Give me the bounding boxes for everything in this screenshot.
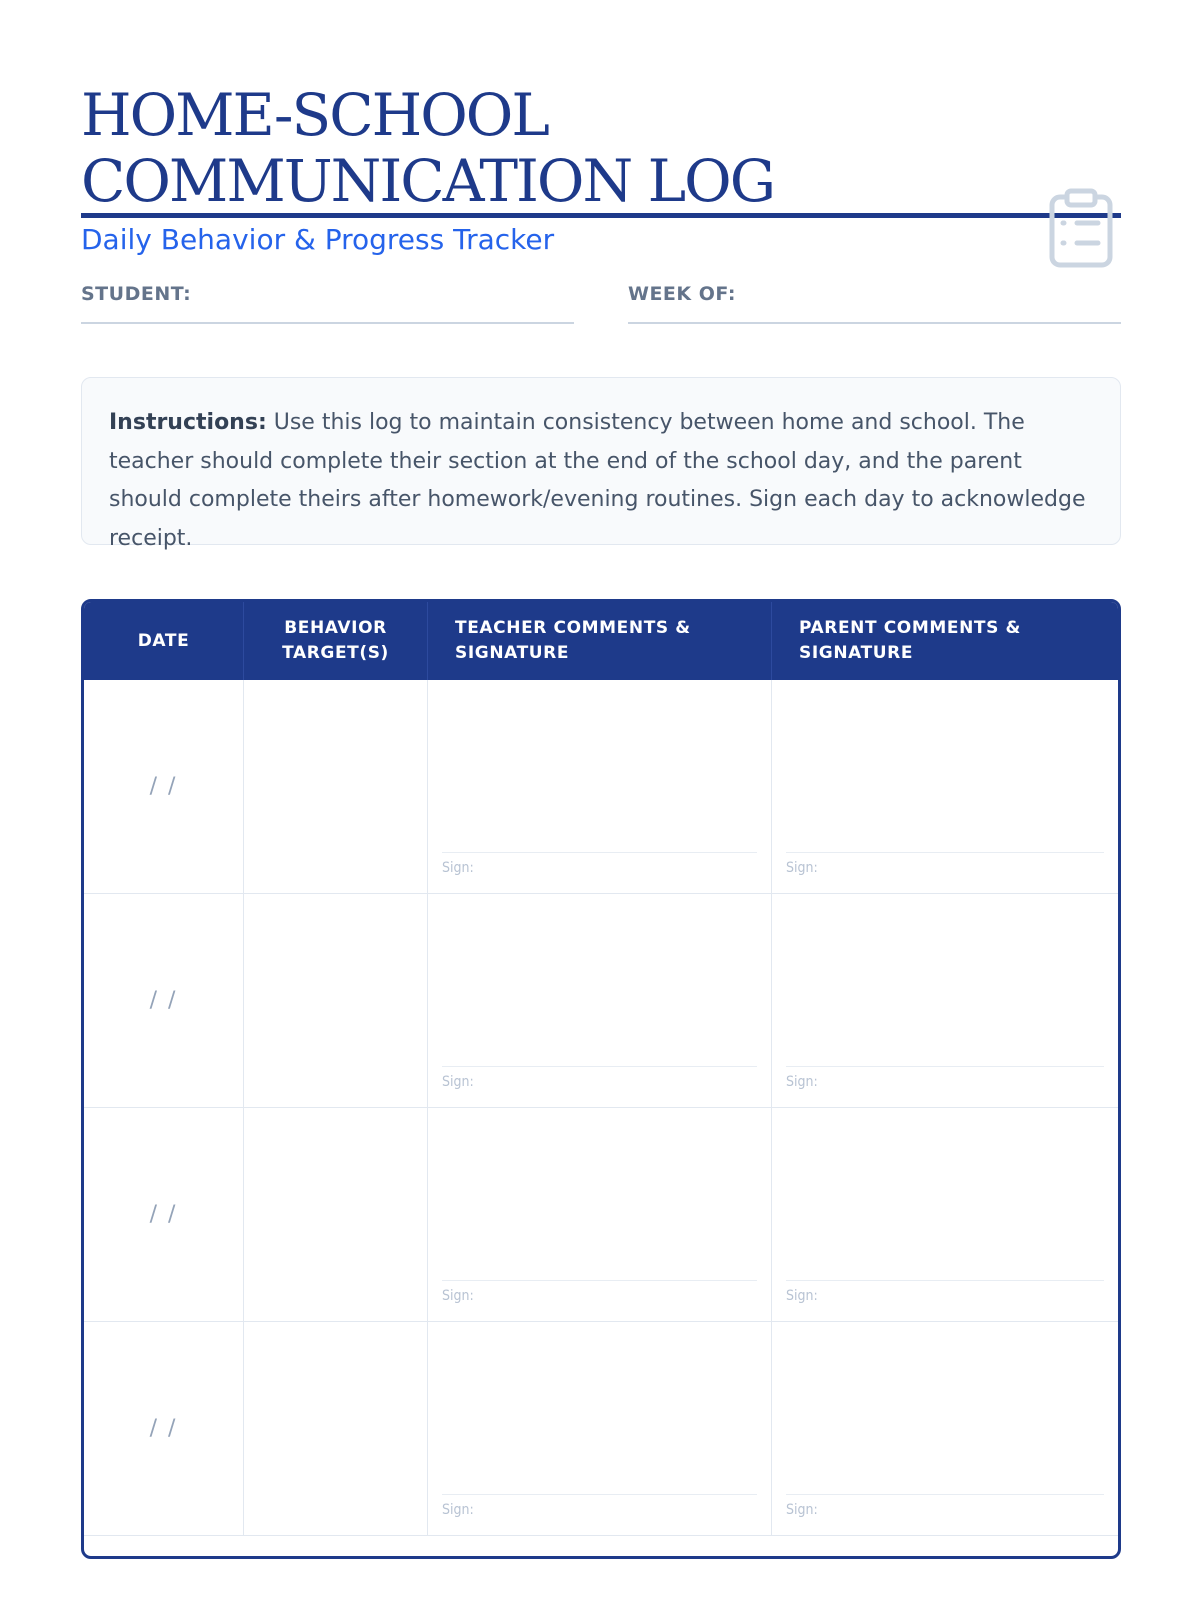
behavior-target-cell[interactable] bbox=[244, 680, 428, 893]
page-header bbox=[81, 0, 1121, 256]
teacher-sign-label: Sign: bbox=[442, 1288, 474, 1304]
clipboard-list-icon bbox=[1049, 188, 1113, 268]
table-row bbox=[84, 1322, 1118, 1536]
table-row bbox=[84, 894, 1118, 1108]
week-of-field-label: WEEK OF: bbox=[628, 283, 736, 305]
behavior-target-cell[interactable] bbox=[244, 1108, 428, 1321]
parent-sign-label: Sign: bbox=[786, 1502, 818, 1518]
parent-comments-cell[interactable] bbox=[772, 680, 1118, 893]
instructions-label: Instructions: bbox=[109, 410, 267, 435]
page-subtitle: Daily Behavior & Progress Tracker bbox=[81, 223, 555, 256]
parent-sign-label: Sign: bbox=[786, 1288, 818, 1304]
date-cell[interactable]: / / bbox=[84, 1108, 244, 1321]
teacher-signature-line bbox=[442, 1494, 757, 1495]
page-title: HOME-SCHOOL COMMUNICATION LOG bbox=[81, 81, 775, 215]
teacher-sign-label: Sign: bbox=[442, 860, 474, 876]
parent-signature-line bbox=[786, 1280, 1104, 1281]
parent-sign-label: Sign: bbox=[786, 860, 818, 876]
column-header-behavior-targets: BEHAVIOR TARGET(S) bbox=[244, 602, 428, 680]
behavior-target-cell[interactable] bbox=[244, 1322, 428, 1535]
parent-signature-line bbox=[786, 1494, 1104, 1495]
teacher-comments-cell[interactable] bbox=[428, 894, 772, 1107]
parent-sign-label: Sign: bbox=[786, 1074, 818, 1090]
student-field-label: STUDENT: bbox=[81, 283, 192, 305]
week-of-field[interactable] bbox=[628, 283, 1121, 324]
teacher-signature-line bbox=[442, 852, 757, 853]
parent-comments-cell[interactable] bbox=[772, 1108, 1118, 1321]
communication-log-page bbox=[81, 0, 1121, 1559]
column-header-teacher-comments: TEACHER COMMENTS & SIGNATURE bbox=[428, 602, 772, 680]
date-cell[interactable]: / / bbox=[84, 680, 244, 893]
student-info-fields bbox=[81, 283, 1121, 323]
instructions-box bbox=[81, 377, 1121, 551]
instructions-text: Use this log to maintain consistency between home and school. The teacher should complete their section at the end of the school day, and the parent should complete theirs after homework/evening routines. Sign each day to acknowledge receipt. bbox=[109, 410, 1086, 551]
teacher-comments-cell[interactable] bbox=[428, 1108, 772, 1321]
parent-signature-line bbox=[786, 1066, 1104, 1067]
table-header bbox=[84, 602, 1118, 680]
column-header-date: DATE bbox=[84, 602, 244, 680]
teacher-sign-label: Sign: bbox=[442, 1074, 474, 1090]
date-cell[interactable]: / / bbox=[84, 894, 244, 1107]
teacher-signature-line bbox=[442, 1280, 757, 1281]
student-field[interactable] bbox=[81, 283, 574, 324]
teacher-sign-label: Sign: bbox=[442, 1502, 474, 1518]
date-cell[interactable]: / / bbox=[84, 1322, 244, 1535]
teacher-signature-line bbox=[442, 1066, 757, 1067]
parent-comments-cell[interactable] bbox=[772, 1322, 1118, 1535]
parent-comments-cell[interactable] bbox=[772, 894, 1118, 1107]
column-header-parent-comments: PARENT COMMENTS & SIGNATURE bbox=[799, 618, 1021, 663]
teacher-comments-cell[interactable] bbox=[428, 1322, 772, 1535]
behavior-target-cell[interactable] bbox=[244, 894, 428, 1107]
table-row bbox=[84, 680, 1118, 894]
parent-signature-line bbox=[786, 852, 1104, 853]
teacher-comments-cell[interactable] bbox=[428, 680, 772, 893]
communication-log-table bbox=[81, 599, 1121, 1559]
table-row bbox=[84, 1108, 1118, 1322]
